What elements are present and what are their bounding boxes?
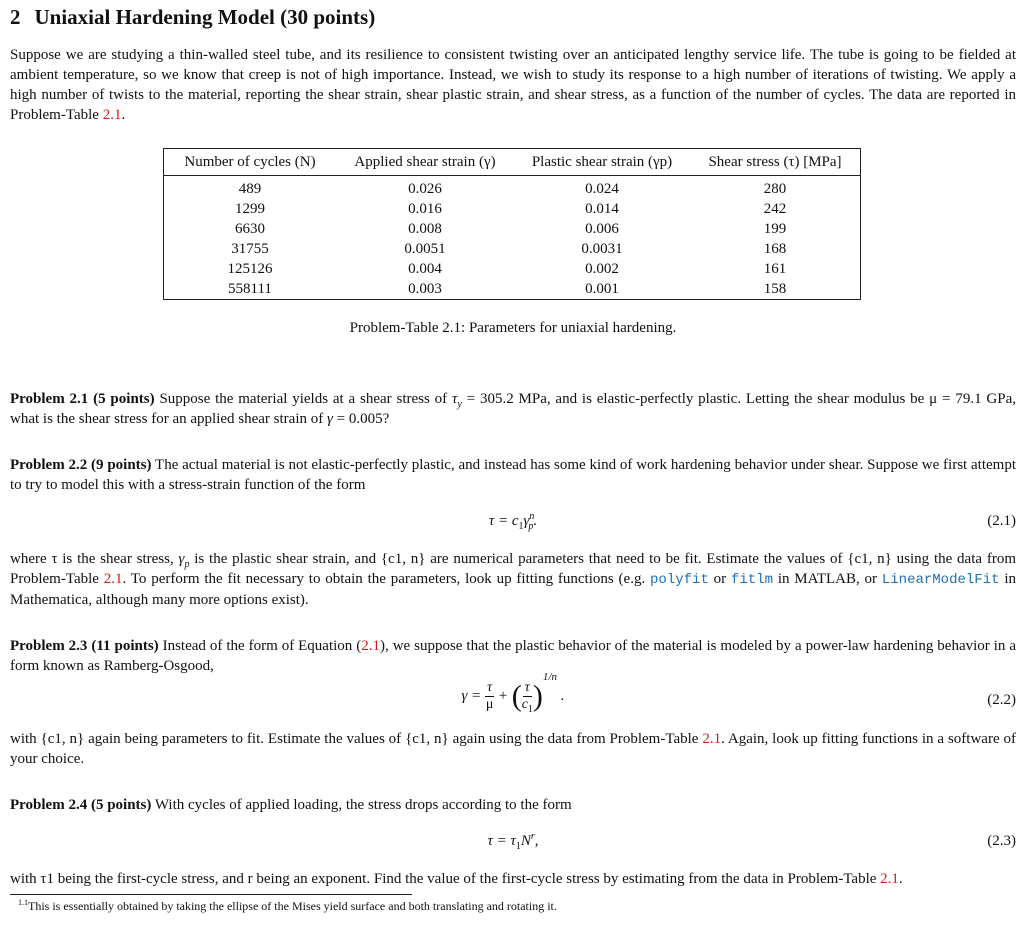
- table-cell: 0.026: [408, 181, 442, 197]
- problem-2-2-label: Problem 2.2 (9 points): [10, 457, 152, 473]
- table-caption: Problem-Table 2.1: Parameters for uniaxial hardening.: [349, 320, 677, 336]
- p22-body-4: in MATLAB, or: [773, 571, 882, 587]
- data-table: [163, 148, 861, 300]
- intro-end: .: [121, 107, 126, 123]
- table-cell: 1299: [235, 201, 265, 217]
- p23-body-2: . Again, look up fitting functions in a software of your choice.: [10, 731, 1016, 767]
- code-fitlm: fitlm: [730, 572, 773, 588]
- table-body: [164, 176, 860, 299]
- problem-2-3: [10, 636, 1016, 676]
- table-row: [164, 199, 860, 219]
- intro-text: Suppose we are studying a thin-walled steel tube, and its resilience to consistent twisting over an anticipated lengthy service life. The tube is going to be fielded at ambient temperature, so we know that creep is not of high importance. Instead, we wish to study its response to a high number of iterations of twisting. We apply a high number of twists to the material, reporting the shear strain, shear plastic strain, and shear stress, as a function of the number of cycles. The data are reported in Problem-Table: [10, 47, 1016, 123]
- table-cell: 242: [763, 201, 787, 217]
- table-row: [164, 179, 860, 199]
- equation-2-2: [10, 670, 1016, 722]
- table-cell: 489: [238, 181, 262, 197]
- p21-text-1: Suppose the material yields at a shear stress of: [154, 391, 452, 407]
- table-cell: 0.002: [585, 261, 619, 277]
- problem-2-3-label: Problem 2.3 (11 points): [10, 638, 159, 654]
- table-row: [164, 239, 860, 259]
- table-cell: 161: [763, 261, 787, 277]
- p22-body-2: is the plastic shear strain, and {c1, n} are numerical parameters that need to be fit. Estimate the values of {c1, n} using the data from Problem-Table: [10, 551, 1016, 587]
- fraction-tau-c1: $\frac{\tau}{c_1}$: [521, 680, 533, 715]
- table-cell: 558111: [228, 281, 272, 297]
- p22-body-5: in Mathematica, although many more options exist).: [10, 571, 1016, 608]
- p21-yield-stress: 305.2 MPa: [479, 391, 547, 407]
- table-cell: 0.024: [585, 181, 619, 197]
- problem-2-1-label: Problem 2.1 (5 points): [10, 391, 155, 407]
- p22-body-3: . To perform the fit necessary to obtain the parameters, look up fitting functions (e.g.: [122, 571, 651, 587]
- table-row: [164, 259, 860, 279]
- table-row: [164, 279, 860, 299]
- table-cell: 0.001: [585, 281, 619, 297]
- p24-text: With cycles of applied loading, the stress drops according to the form: [151, 797, 572, 813]
- equation-2-2-body: γ = $\frac{\tau}{\mu}$ + ( $\frac{\tau}{c_1}$ )$^{1/n}$ .: [461, 670, 565, 715]
- p21-applied-strain: 0.005: [348, 411, 383, 427]
- section-title-text: Uniaxial Hardening Model (30 points): [34, 5, 376, 29]
- gamma-symbol: γ: [327, 411, 333, 427]
- equation-2-1-tag: (2.1): [987, 513, 1016, 529]
- section-title: [10, 4, 375, 30]
- p22-text: The actual material is not elastic-perfectly plastic, and instead has some kind of work hardening behavior under shear. Suppose we first attempt to try to model this with a stress-strain function of the form: [10, 457, 1016, 493]
- table-cell: 0.006: [585, 221, 619, 237]
- header-plastic-strain: Plastic shear strain (γp): [531, 154, 673, 170]
- table-cell: 0.004: [408, 261, 442, 277]
- gamma-p-symbol: $\gamma_p$: [178, 551, 190, 570]
- footnote-rule: [10, 894, 412, 895]
- problem-2-1: Problem 2.1 (5 points) Suppose the material yields at a shear stress of $\tau_y = 305.2$ MPa, and is elastic-perfectly plastic. Letting the shear modulus be μ = 79.1 GPa, what is the shear stress for an applied shear strain of γ = 0.005?: [10, 391, 1017, 427]
- header-shear-stress: Shear stress (τ) [MPa]: [708, 154, 842, 170]
- table-cell: 6630: [235, 221, 265, 237]
- section-number: 2: [10, 5, 21, 29]
- table-cell: 0.003: [408, 281, 442, 297]
- table-cell: 158: [763, 281, 787, 297]
- problem-2-4: [10, 795, 1016, 815]
- equation-2-2-tag: (2.2): [987, 692, 1016, 708]
- table-cell: 0.0031: [581, 241, 623, 257]
- p23-text-2: ), we suppose that the plastic behavior of the material is modeled by a power-law hardening behavior in a form known as Ramberg-Osgood,: [10, 638, 1016, 674]
- table-ref-link[interactable]: 2.1: [702, 731, 722, 747]
- table-cell: 125126: [227, 261, 273, 277]
- problem-2-3-body: [10, 729, 1016, 769]
- table-cell: 199: [763, 221, 787, 237]
- equation-2-1-body: $\tau = c_1\gamma^n_p$.: [488, 511, 538, 532]
- header-applied-strain: Applied shear strain (γ): [354, 154, 496, 170]
- p22-or: or: [708, 571, 731, 587]
- p23-text-1: Instead of the form of Equation (: [158, 638, 362, 654]
- code-linearmodelfit: LinearModelFit: [881, 572, 1000, 588]
- table-cell: 0.0051: [404, 241, 446, 257]
- p24-body-2: .: [898, 871, 903, 887]
- table-cell: 0.014: [585, 201, 619, 217]
- table-ref-link[interactable]: 2.1: [103, 571, 123, 587]
- problem-2-4-body: [10, 869, 1016, 889]
- table-ref-link[interactable]: 2.1: [102, 107, 122, 123]
- problem-2-4-label: Problem 2.4 (5 points): [10, 797, 152, 813]
- table-cell: 0.016: [408, 201, 442, 217]
- p23-body-1: with {c1, n} again being parameters to fit. Estimate the values of {c1, n} again using the data from Problem-Table: [10, 731, 703, 747]
- table-cell: 31755: [231, 241, 269, 257]
- header-cycles: Number of cycles (N): [184, 154, 316, 170]
- equation-2-3-tag: (2.3): [987, 833, 1016, 849]
- equation-2-3-body: $\tau = \tau_1N^r$,: [487, 831, 539, 852]
- table-row: [164, 219, 860, 239]
- tau-y-symbol: $\tau_y$: [451, 391, 462, 410]
- table-cell: 168: [763, 241, 787, 257]
- code-polyfit: polyfit: [650, 572, 709, 588]
- mu-symbol: μ: [929, 391, 938, 407]
- p21-shear-modulus: 79.1 GPa: [955, 391, 1013, 407]
- footnote-mark: 1.1: [18, 898, 28, 907]
- table-ref-link[interactable]: 2.1: [880, 871, 899, 887]
- footnote: [18, 898, 557, 914]
- p21-text-4: ?: [382, 411, 390, 427]
- intro-paragraph: [10, 45, 1016, 125]
- footnote-text: This is essentially obtained by taking the ellipse of the Mises yield surface and both translating and rotating it.: [28, 899, 557, 913]
- p21-text-3: , what is the shear stress for an applied shear strain of: [10, 391, 1017, 427]
- p21-text-2: , and is elastic-perfectly plastic. Letting the shear modulus be: [546, 391, 930, 407]
- equation-ref-link[interactable]: 2.1: [361, 638, 380, 654]
- problem-2-2-body: [10, 549, 1016, 610]
- problem-2-2: [10, 455, 1016, 495]
- fraction-tau-mu: $\frac{\tau}{\mu}$: [485, 680, 494, 712]
- equation-2-3: [10, 831, 1016, 855]
- table-cell: 0.008: [408, 221, 442, 237]
- equation-2-1: [10, 511, 1016, 535]
- table-cell: 280: [763, 181, 787, 197]
- p22-body-1: where τ is the shear stress,: [10, 551, 179, 567]
- p24-body-1: with τ1 being the first-cycle stress, and r being an exponent. Find the value of the first-cycle stress by estimating from the data in Problem-Table: [10, 871, 881, 887]
- table-header-row: [164, 149, 860, 176]
